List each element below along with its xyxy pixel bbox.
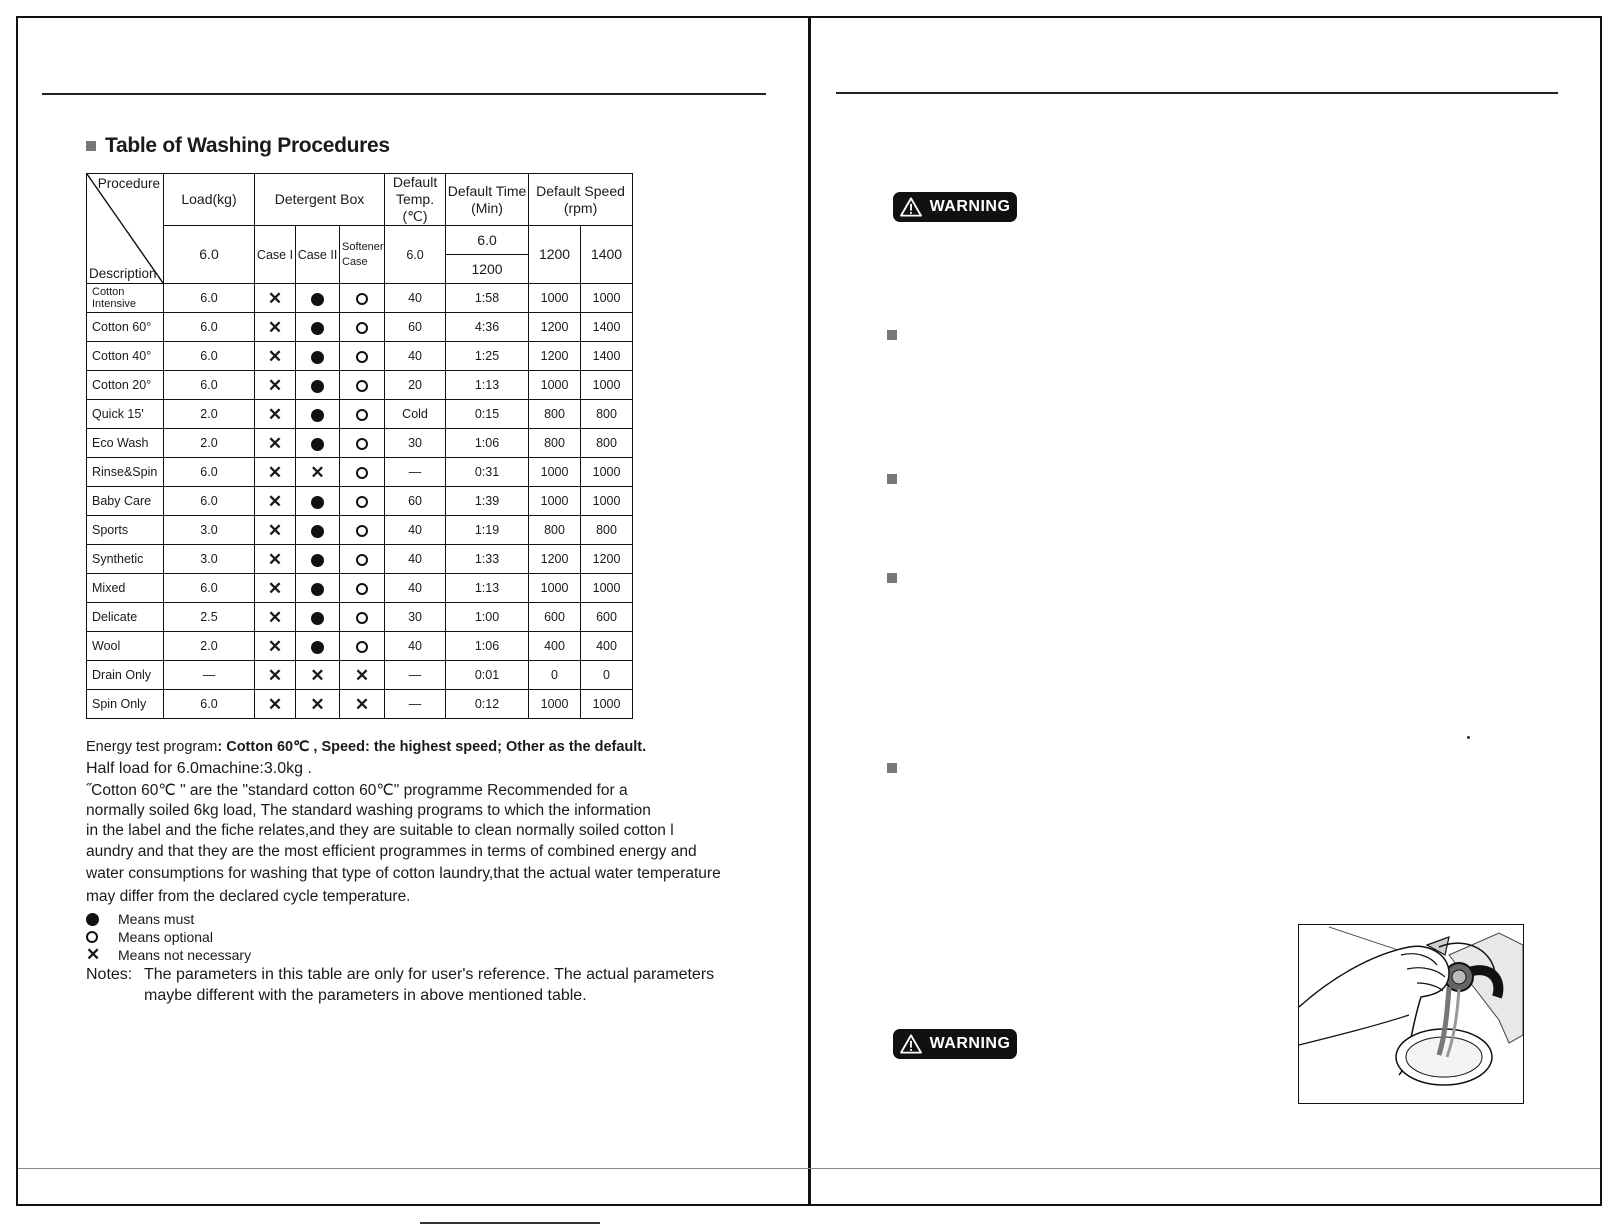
- row-5-softener-cell: [340, 429, 385, 458]
- procedure-description-header: [87, 174, 164, 284]
- row-8-case1-cell: [255, 516, 296, 545]
- program-name: Cotton 40°: [87, 342, 164, 371]
- row-10-softener-cell: [340, 574, 385, 603]
- standard-program-line-6: may differ from the declared cycle temperature.: [86, 888, 411, 905]
- warning-label-bottom: WARNING: [929, 1035, 1011, 1052]
- page-divider: [808, 16, 811, 1206]
- program-name: Sports: [87, 516, 164, 545]
- filled-circle-icon: [86, 913, 99, 926]
- table-row: [87, 284, 633, 313]
- speed-1200-value: 1000: [529, 690, 581, 719]
- program-name: Delicate: [87, 603, 164, 632]
- procedure-label: Procedure: [97, 176, 160, 191]
- legend-optional-label: Means optional: [118, 929, 213, 945]
- half-load-note: Half load for 6.0machine:3.0kg .: [86, 760, 312, 777]
- load-value: 6.0: [164, 313, 255, 342]
- right-header-rule: [836, 92, 1558, 94]
- speed-1400-value: 800: [581, 429, 633, 458]
- program-name: Baby Care: [87, 487, 164, 516]
- row-12-case2-cell: [296, 632, 340, 661]
- row-0-case1-cell: [255, 284, 296, 313]
- cross-icon: ✕: [354, 665, 370, 685]
- detergent-box-header: Detergent Box: [255, 174, 385, 226]
- row-4-case2-cell: [296, 400, 340, 429]
- row-7-softener-cell: [340, 487, 385, 516]
- scan-artifact-line: [420, 1222, 600, 1224]
- row-9-case1-cell: [255, 545, 296, 574]
- load-value: 6.0: [164, 487, 255, 516]
- row-5-case2-cell: [296, 429, 340, 458]
- speed-1400-value: 1000: [581, 487, 633, 516]
- row-6-case2-cell: [296, 458, 340, 487]
- temp-value: 40: [385, 284, 446, 313]
- time-value: 0:15: [446, 400, 529, 429]
- program-name: Mixed: [87, 574, 164, 603]
- table-row: [87, 400, 633, 429]
- row-12-case1-cell: [255, 632, 296, 661]
- filled-circle-icon: [311, 496, 324, 509]
- speed-1200-value: 1000: [529, 371, 581, 400]
- filled-circle-icon: [311, 409, 324, 422]
- time-value: 1:13: [446, 574, 529, 603]
- filled-circle-icon: [311, 554, 324, 567]
- speed-1200-value: 1200: [529, 545, 581, 574]
- filled-circle-icon: [311, 641, 324, 654]
- open-circle-icon: [356, 351, 368, 363]
- row-1-softener-cell: [340, 313, 385, 342]
- row-6-case1-cell: [255, 458, 296, 487]
- square-bullet-icon: [887, 474, 897, 484]
- speed-1200-value: 1000: [529, 574, 581, 603]
- section-heading-text: Table of Washing Procedures: [105, 134, 390, 157]
- row-4-softener-cell: [340, 400, 385, 429]
- temp-value: 40: [385, 545, 446, 574]
- filled-circle-icon: [311, 583, 324, 596]
- row-3-case2-cell: [296, 371, 340, 400]
- standard-program-line-4: aundry and that they are the most efficient programmes in terms of combined energy and: [86, 843, 697, 860]
- temp-value: 20: [385, 371, 446, 400]
- table-row: [87, 516, 633, 545]
- cross-icon: ✕: [267, 578, 283, 598]
- table-row: [87, 545, 633, 574]
- table-row: [87, 661, 633, 690]
- legend-must: [86, 911, 194, 927]
- speed-1400-value: 1000: [581, 458, 633, 487]
- filled-circle-icon: [311, 380, 324, 393]
- speed-1200-value: 800: [529, 429, 581, 458]
- open-circle-icon: [86, 931, 98, 943]
- speed-1200-value: 1200: [529, 342, 581, 371]
- speed-1400-value: 1000: [581, 574, 633, 603]
- warning-triangle-icon: [900, 1034, 922, 1054]
- speed-1200-value: 400: [529, 632, 581, 661]
- warning-label-top: WARNING: [929, 198, 1011, 215]
- row-8-softener-cell: [340, 516, 385, 545]
- row-10-case1-cell: [255, 574, 296, 603]
- notes-line-1: The parameters in this table are only for user's reference. The actual parameters: [144, 966, 715, 983]
- time-value: 0:01: [446, 661, 529, 690]
- speed-1400-value: 1000: [581, 371, 633, 400]
- row-13-case2-cell: [296, 661, 340, 690]
- energy-test-note: [86, 737, 646, 757]
- time-value: 1:33: [446, 545, 529, 574]
- speed-1400-value: 0: [581, 661, 633, 690]
- row-4-case1-cell: [255, 400, 296, 429]
- open-circle-icon: [356, 380, 368, 392]
- row-11-case2-cell: [296, 603, 340, 632]
- square-bullet-icon: [86, 141, 96, 151]
- square-bullet-icon: [887, 763, 897, 773]
- default-temp-header: Default Temp.(℃): [385, 174, 446, 226]
- table-row: [87, 632, 633, 661]
- standard-program-line-2: normally soiled 6kg load, The standard washing programs to which the information: [86, 802, 651, 819]
- open-circle-icon: [356, 612, 368, 624]
- square-bullet-icon: [887, 330, 897, 340]
- temp-value: 40: [385, 632, 446, 661]
- temp-value: 30: [385, 429, 446, 458]
- warning-badge-top: [893, 192, 1017, 222]
- row-0-case2-cell: [296, 284, 340, 313]
- temp-value: 40: [385, 574, 446, 603]
- footer-rule: [18, 1168, 1600, 1169]
- filled-circle-icon: [311, 322, 324, 335]
- temp-value: 40: [385, 516, 446, 545]
- table-row: [87, 690, 633, 719]
- speed-1200-value: 1000: [529, 487, 581, 516]
- row-5-case1-cell: [255, 429, 296, 458]
- row-12-softener-cell: [340, 632, 385, 661]
- open-circle-icon: [356, 554, 368, 566]
- cross-icon: ✕: [267, 433, 283, 453]
- cross-icon: ✕: [267, 317, 283, 337]
- time-value: 1:06: [446, 632, 529, 661]
- open-circle-icon: [356, 525, 368, 537]
- filled-circle-icon: [311, 438, 324, 451]
- row-3-softener-cell: [340, 371, 385, 400]
- load-value: 2.0: [164, 400, 255, 429]
- speed-1200-value: 1000: [529, 458, 581, 487]
- row-2-case1-cell: [255, 342, 296, 371]
- row-1-case2-cell: [296, 313, 340, 342]
- cross-icon: ✕: [267, 607, 283, 627]
- table-row: [87, 574, 633, 603]
- washing-procedures-table: [86, 173, 633, 719]
- program-name: Cotton 20°: [87, 371, 164, 400]
- notes-line-2: maybe different with the parameters in above mentioned table.: [144, 987, 587, 1004]
- standard-program-line-5: water consumptions for washing that type of cotton laundry,that the actual water temperature: [86, 865, 721, 882]
- default-speed-header: Default Speed (rpm): [529, 174, 633, 226]
- program-name: Synthetic: [87, 545, 164, 574]
- cross-icon: ✕: [267, 520, 283, 540]
- program-name: Rinse&Spin: [87, 458, 164, 487]
- load-value: —: [164, 661, 255, 690]
- open-circle-icon: [356, 438, 368, 450]
- standard-program-line-1: ˝Cotton 60℃ " are the "standard cotton 60℃" programme Recommended for a: [86, 782, 628, 799]
- softener-header: Softener Case: [340, 226, 385, 284]
- legend-must-label: Means must: [118, 911, 195, 927]
- load-value: 3.0: [164, 545, 255, 574]
- temp-value: —: [385, 661, 446, 690]
- cross-icon: ✕: [267, 346, 283, 366]
- load-value: 6.0: [164, 574, 255, 603]
- table-row: [87, 603, 633, 632]
- temp-value: —: [385, 458, 446, 487]
- load-value: 2.0: [164, 429, 255, 458]
- open-circle-icon: [356, 322, 368, 334]
- row-7-case1-cell: [255, 487, 296, 516]
- row-1-case1-cell: [255, 313, 296, 342]
- load-value: 6.0: [164, 371, 255, 400]
- row-7-case2-cell: [296, 487, 340, 516]
- cross-icon: ✕: [267, 491, 283, 511]
- row-13-softener-cell: [340, 661, 385, 690]
- table-row: [87, 487, 633, 516]
- energy-test-detail: : Cotton 60℃ , Speed: the highest speed; Other as the default.: [217, 739, 647, 755]
- time-value: 1:13: [446, 371, 529, 400]
- table-row: [87, 342, 633, 371]
- row-14-case1-cell: [255, 690, 296, 719]
- load-header: Load(kg): [164, 174, 255, 226]
- legend-optional: [86, 929, 213, 945]
- speed-1400-value: 800: [581, 400, 633, 429]
- row-9-case2-cell: [296, 545, 340, 574]
- open-circle-icon: [356, 641, 368, 653]
- row-10-case2-cell: [296, 574, 340, 603]
- load-value: 6.0: [164, 284, 255, 313]
- speed-1400-value: 1400: [581, 342, 633, 371]
- time-value: 1:39: [446, 487, 529, 516]
- cross-icon: ✕: [267, 375, 283, 395]
- cross-icon: ✕: [86, 945, 101, 964]
- default-time-header: Default Time (Min): [446, 174, 529, 226]
- speed-1200-value: 1200: [529, 313, 581, 342]
- program-name: Cotton 60°: [87, 313, 164, 342]
- time-value: 1:06: [446, 429, 529, 458]
- cross-icon: ✕: [267, 462, 283, 482]
- square-bullet-icon: [887, 573, 897, 583]
- row-0-softener-cell: [340, 284, 385, 313]
- open-circle-icon: [356, 583, 368, 595]
- speed-1400-value: 1400: [581, 313, 633, 342]
- program-name: Spin Only: [87, 690, 164, 719]
- row-3-case1-cell: [255, 371, 296, 400]
- table-row: [87, 458, 633, 487]
- row-2-softener-cell: [340, 342, 385, 371]
- table-row: [87, 371, 633, 400]
- load-value: 6.0: [164, 342, 255, 371]
- speed-subheader-a: 1200: [529, 226, 581, 284]
- program-name: Cotton Intensive: [87, 284, 164, 313]
- speck: [1467, 736, 1470, 739]
- temp-value: 30: [385, 603, 446, 632]
- cross-icon: ✕: [267, 636, 283, 656]
- standard-program-line-3: in the label and the fiche relates,and they are suitable to clean normally soiled cotton l: [86, 822, 674, 839]
- speed-1400-value: 1000: [581, 284, 633, 313]
- temp-value: 40: [385, 342, 446, 371]
- open-circle-icon: [356, 496, 368, 508]
- row-14-case2-cell: [296, 690, 340, 719]
- table-row: [87, 313, 633, 342]
- time-subheader-bottom: 1200: [446, 255, 529, 284]
- speed-1200-value: 1000: [529, 284, 581, 313]
- load-value: 6.0: [164, 690, 255, 719]
- warning-triangle-icon: [900, 197, 922, 217]
- speed-1400-value: 1000: [581, 690, 633, 719]
- open-circle-icon: [356, 467, 368, 479]
- notes-label: Notes:: [86, 966, 133, 983]
- program-name: Wool: [87, 632, 164, 661]
- cross-icon: ✕: [310, 665, 325, 685]
- temp-value: —: [385, 690, 446, 719]
- cross-icon: ✕: [267, 404, 283, 424]
- open-circle-icon: [356, 409, 368, 421]
- speed-1400-value: 1200: [581, 545, 633, 574]
- load-value: 2.0: [164, 632, 255, 661]
- time-value: 1:19: [446, 516, 529, 545]
- row-11-softener-cell: [340, 603, 385, 632]
- time-value: 0:31: [446, 458, 529, 487]
- row-8-case2-cell: [296, 516, 340, 545]
- speed-1400-value: 400: [581, 632, 633, 661]
- table-row: [87, 429, 633, 458]
- row-13-case1-cell: [255, 661, 296, 690]
- load-subheader: 6.0: [164, 226, 255, 284]
- cross-icon: ✕: [267, 694, 283, 714]
- filled-circle-icon: [311, 612, 324, 625]
- speed-1200-value: 800: [529, 400, 581, 429]
- load-value: 6.0: [164, 458, 255, 487]
- speed-1200-value: 800: [529, 516, 581, 545]
- legend-not-necessary-label: Means not necessary: [118, 947, 252, 963]
- left-header-rule: [42, 93, 766, 95]
- speed-1400-value: 800: [581, 516, 633, 545]
- program-name: Eco Wash: [87, 429, 164, 458]
- cross-icon: ✕: [267, 665, 283, 685]
- filled-circle-icon: [311, 525, 324, 538]
- temp-subheader: 6.0: [385, 226, 446, 284]
- speed-1200-value: 0: [529, 661, 581, 690]
- time-value: 1:25: [446, 342, 529, 371]
- time-value: 4:36: [446, 313, 529, 342]
- row-11-case1-cell: [255, 603, 296, 632]
- section-heading: [86, 134, 390, 158]
- case1-header: Case I: [255, 226, 296, 284]
- load-value: 2.5: [164, 603, 255, 632]
- time-subheader-top: 6.0: [446, 226, 529, 255]
- warning-badge-bottom: [893, 1029, 1017, 1059]
- case2-header: Case II: [296, 226, 340, 284]
- description-label: Description: [89, 266, 157, 281]
- energy-test-prefix: Energy test program: [86, 739, 218, 755]
- legend-not-necessary: [86, 947, 251, 963]
- time-value: 0:12: [446, 690, 529, 719]
- row-6-softener-cell: [340, 458, 385, 487]
- hand-turning-filter-icon: [1299, 925, 1524, 1104]
- row-9-softener-cell: [340, 545, 385, 574]
- speed-subheader-b: 1400: [581, 226, 633, 284]
- program-name: Quick 15': [87, 400, 164, 429]
- speed-1200-value: 600: [529, 603, 581, 632]
- open-circle-icon: [356, 293, 368, 305]
- speed-1400-value: 600: [581, 603, 633, 632]
- program-name: Drain Only: [87, 661, 164, 690]
- time-value: 1:58: [446, 284, 529, 313]
- cross-icon: ✕: [267, 288, 283, 308]
- time-value: 1:00: [446, 603, 529, 632]
- temp-value: 60: [385, 487, 446, 516]
- cross-icon: ✕: [310, 462, 325, 482]
- load-value: 3.0: [164, 516, 255, 545]
- cross-icon: ✕: [354, 694, 370, 714]
- row-2-case2-cell: [296, 342, 340, 371]
- temp-value: Cold: [385, 400, 446, 429]
- filled-circle-icon: [311, 293, 324, 306]
- cross-icon: ✕: [310, 694, 325, 714]
- filled-circle-icon: [311, 351, 324, 364]
- cross-icon: ✕: [267, 549, 283, 569]
- temp-value: 60: [385, 313, 446, 342]
- row-14-softener-cell: [340, 690, 385, 719]
- drain-filter-illustration: [1298, 924, 1524, 1104]
